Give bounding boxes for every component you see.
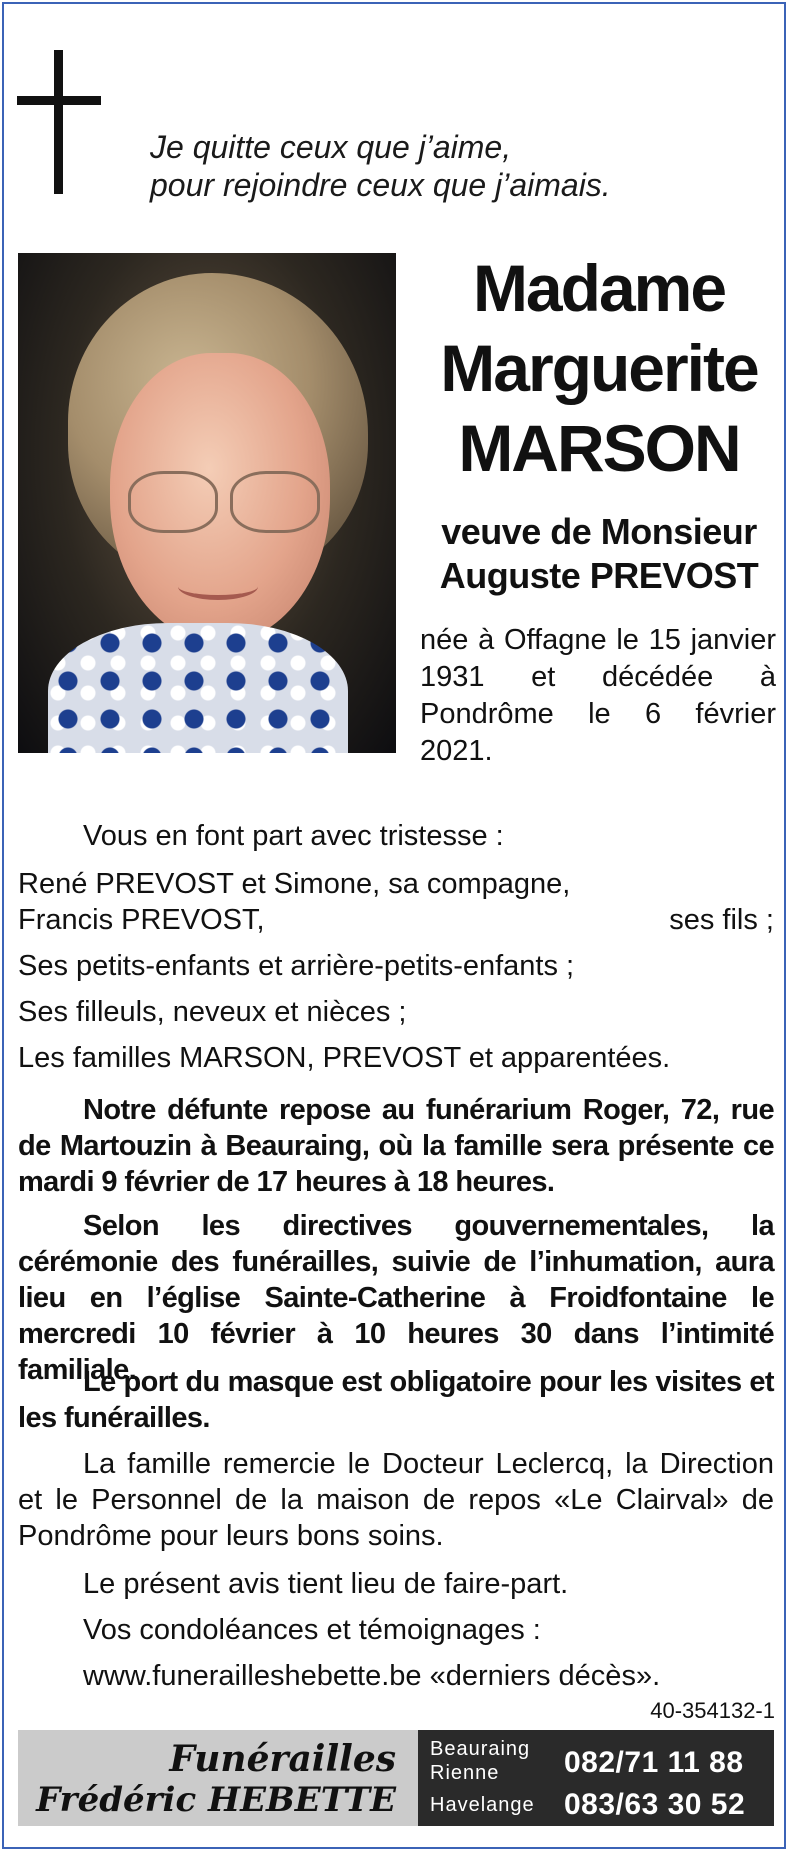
family-francis: Francis PREVOST,: [18, 904, 265, 936]
widow-of: [420, 510, 778, 598]
name-last: MARSON: [458, 411, 740, 485]
town-beauraing: Beauraing: [430, 1738, 531, 1760]
family-grandchildren: Ses petits-enfants et arrière-petits-enfants ;: [18, 950, 575, 982]
photo-smile: [178, 573, 258, 600]
ceremony-info: Selon les directives gouvernementales, la cérémonie des funérailles, suivie de l’inhumation, aura lieu en l’église Sainte-Catherine à Froidfontaine le mercredi 10 février à 10 heures 30 dans l’intimité familiale.: [18, 1210, 774, 1386]
birth-death-info: née à Offagne le 15 janvier 1931 et décédée à Pondrôme le 6 février 2021.: [420, 624, 776, 767]
funeral-home-name-line-2: Frédéric HEBETTE: [36, 1780, 396, 1820]
family-sons-label: ses fils ;: [669, 904, 774, 936]
photo-scarf: [48, 623, 348, 753]
photo-glasses-right: [230, 471, 320, 533]
rest-info: Notre défunte repose au funérarium Roger, 72, rue de Martouzin à Beauraing, où la famille sera présente ce mardi 9 février de 17 heures à 18 heures.: [18, 1094, 774, 1198]
epitaph-quote: [150, 128, 750, 204]
family-francis-row: [18, 902, 774, 938]
phone-beauraing[interactable]: 082/71 11 88: [564, 1746, 744, 1779]
cross-vertical-bar: [54, 50, 63, 194]
website-link[interactable]: www.funerailleshebette.be «derniers décès».: [83, 1660, 661, 1692]
photo-glasses-left: [128, 471, 218, 533]
town-rienne: Rienne: [430, 1762, 500, 1784]
family-rene: René PREVOST et Simone, sa compagne,: [18, 868, 571, 900]
mask-notice: Le port du masque est obligatoire pour les visites et les funérailles.: [18, 1366, 774, 1434]
cross-horizontal-bar: [17, 96, 101, 105]
town-havelange: Havelange: [430, 1794, 535, 1816]
widow-line-1: veuve de Monsieur: [441, 511, 757, 552]
reference-number: 40-354132-1: [650, 1698, 775, 1723]
family-list: [18, 866, 774, 1076]
announce-text: Vous en font part avec tristesse :: [83, 820, 504, 852]
portrait-photo: [18, 253, 396, 753]
name-first: Marguerite: [440, 331, 758, 405]
quote-line-1: Je quitte ceux que j’aime,: [150, 129, 512, 165]
deceased-name: [420, 248, 778, 488]
thanks-text: La famille remercie le Docteur Leclercq, la Direction et le Personnel de la maison de repos «Le Clairval» de Pondrôme pour leurs bons soins.: [18, 1448, 774, 1552]
quote-line-2: pour rejoindre ceux que j’aimais.: [150, 167, 611, 203]
name-title: Madame: [472, 251, 726, 325]
phone-havelange[interactable]: 083/63 30 52: [564, 1788, 746, 1821]
condolences-text: Vos condoléances et témoignages :: [83, 1614, 541, 1646]
family-godchildren: Ses filleuls, neveux et nièces ;: [18, 996, 407, 1028]
funeral-home-name-line-1: Funérailles: [169, 1738, 396, 1780]
widow-line-2: Auguste PREVOST: [439, 555, 759, 596]
funeral-home-name-box: [18, 1730, 418, 1826]
funeral-home-banner: [18, 1730, 774, 1826]
notice-text: Le présent avis tient lieu de faire-part.: [83, 1568, 569, 1600]
family-families: Les familles MARSON, PREVOST et apparentées.: [18, 1042, 671, 1074]
funeral-home-contacts: [418, 1730, 774, 1826]
